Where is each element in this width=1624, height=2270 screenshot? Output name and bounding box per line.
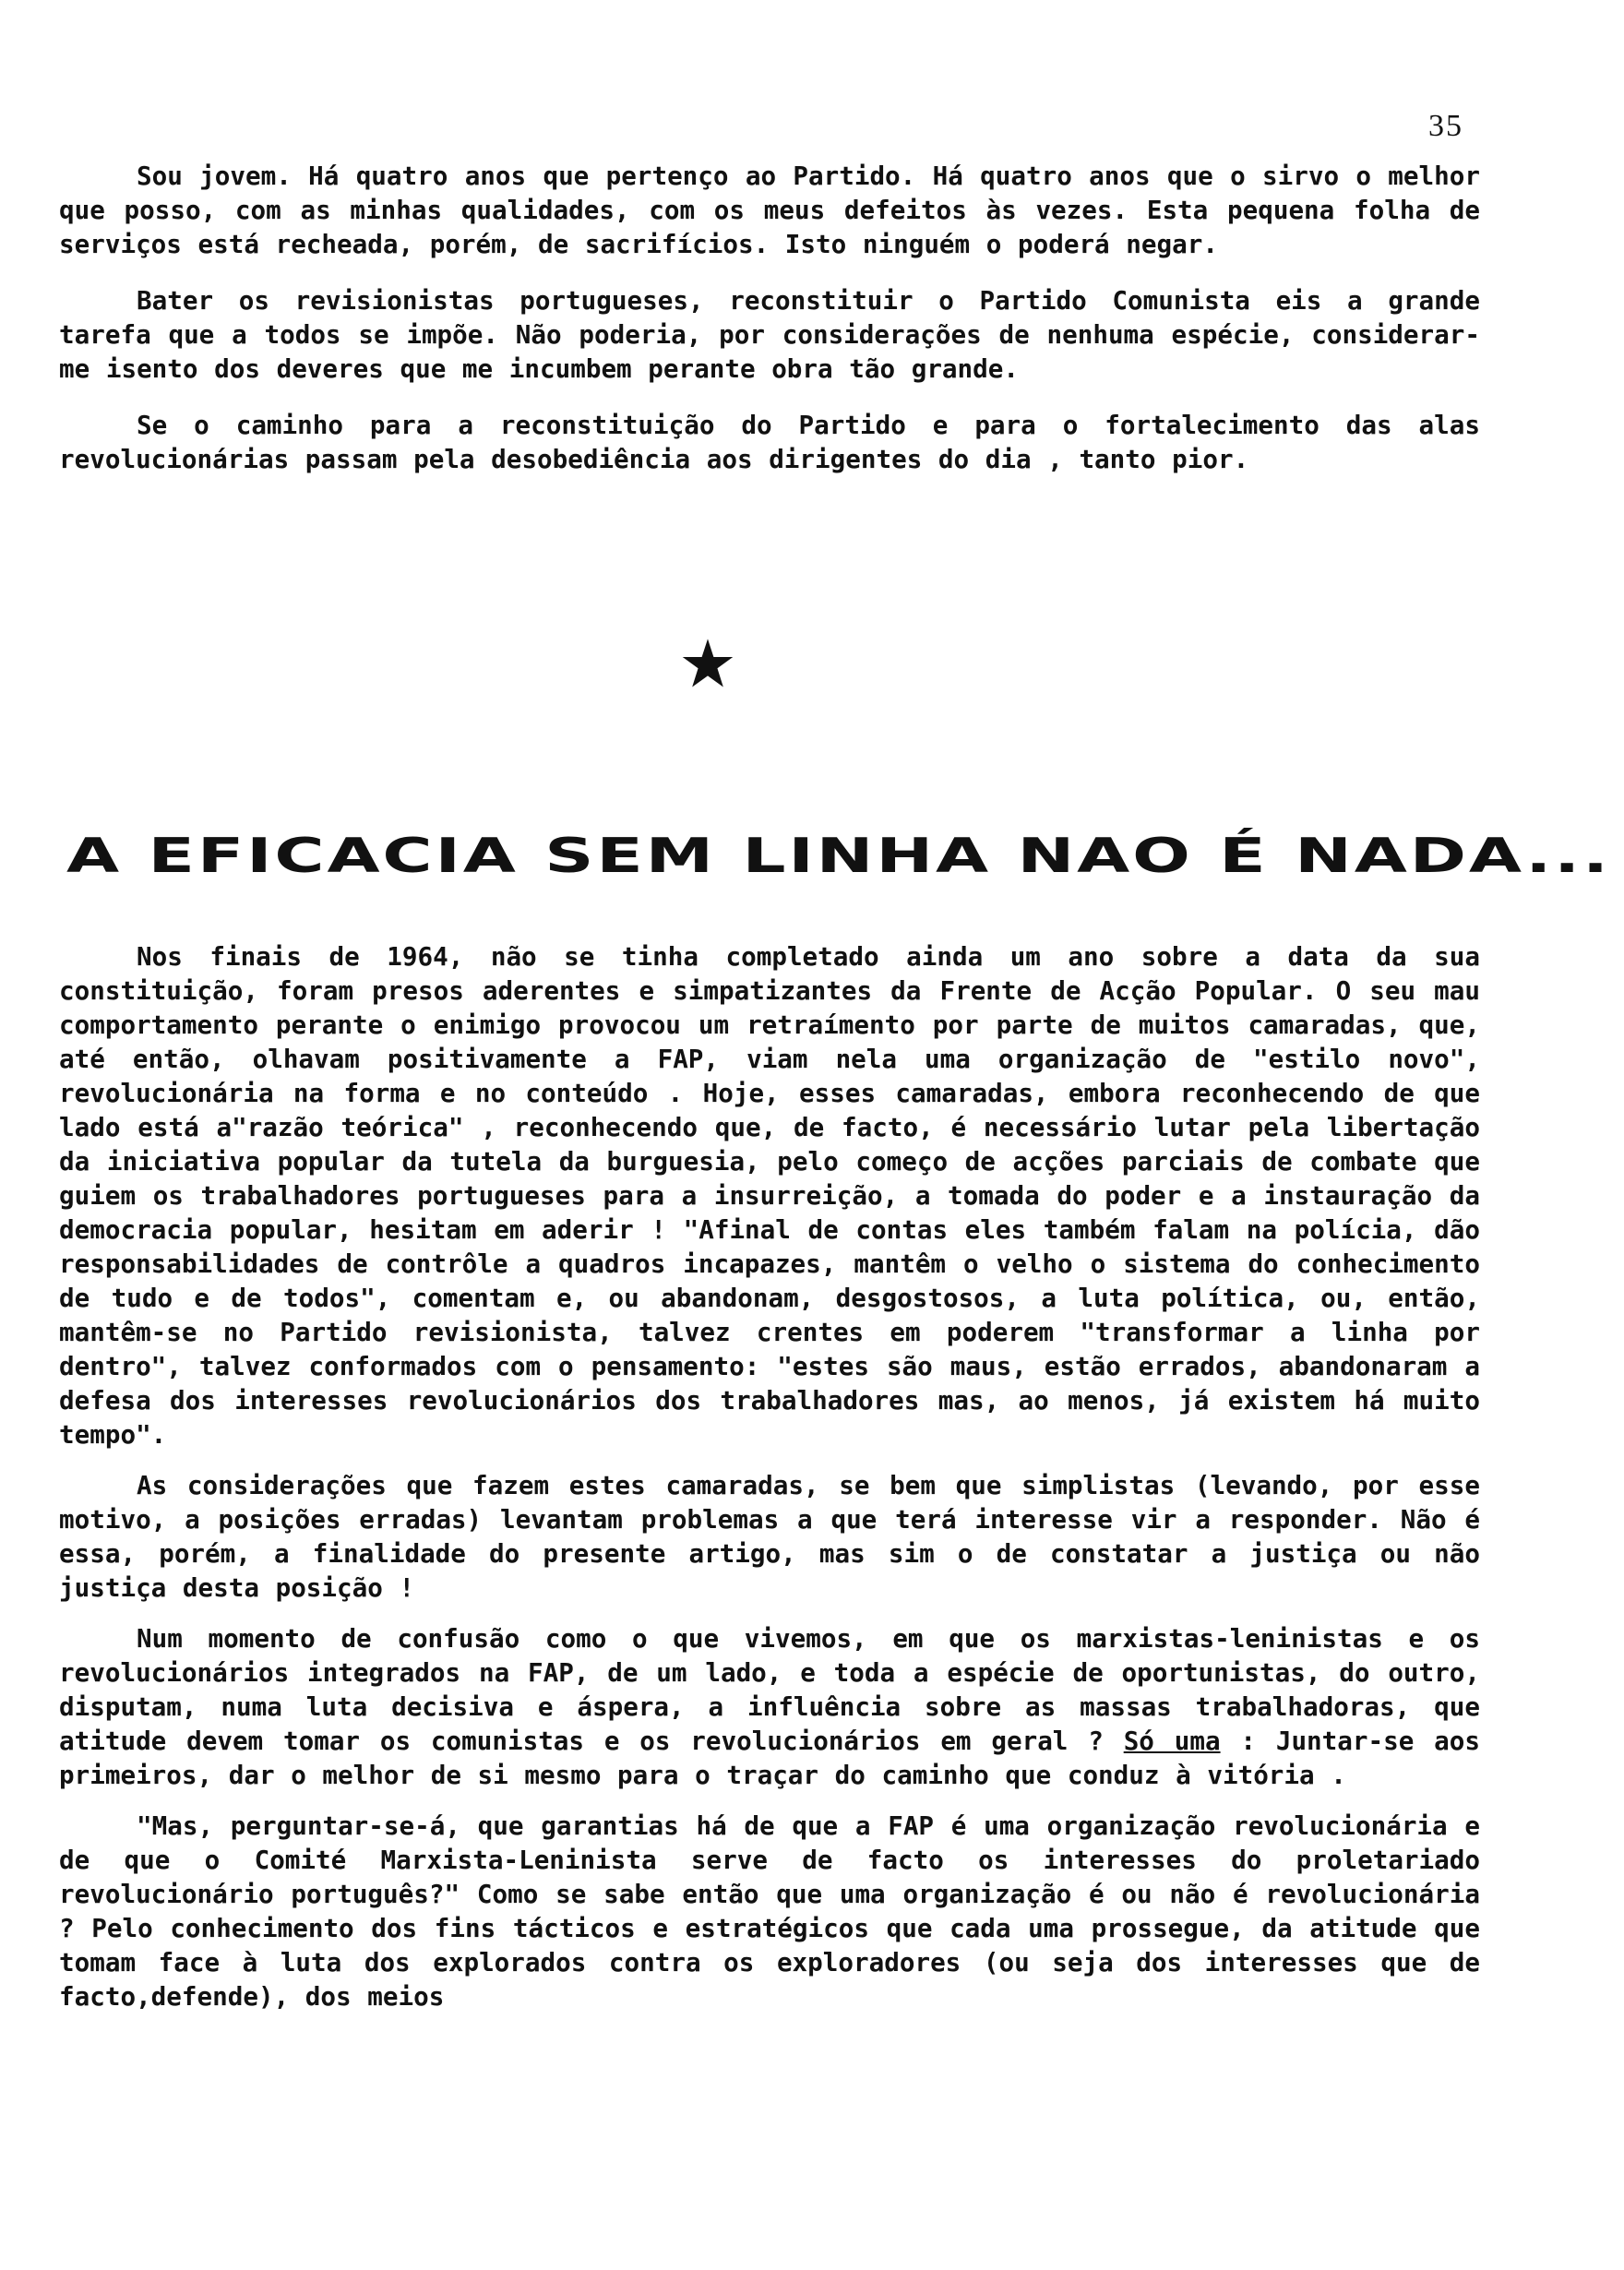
article-paragraph-2: As considerações que fazem estes camaradas, se bem que simplistas (levando, por esse motivo, a posições erradas) levantam problemas a que terá interesse vir a responder. Não é essa, porém, a finalidade do presente artigo, mas sim o de constatar a justiça ou não justiça desta posição ! (59, 1470, 1480, 1603)
article-paragraph-3-start: Num momento de confusão como o que vivemos, em que os marxistas-leninistas e os revolucionários integrados na FAP, de um lado, e toda a espécie de oportunistas, do outro, disputam, numa luta decisiva e áspera, a influência sobre as massas trabalhadoras, que atitude devem tomar os comunistas e os revolucionários em geral ? (59, 1623, 1480, 1756)
article-paragraph-3-end: : Juntar-se aos primeiros, dar o melhor de si mesmo para o traçar do caminho que conduz à vitória . (59, 1726, 1481, 1790)
intro-section (59, 159, 1480, 498)
article-title: A EFICACIA SEM LINHA NAO É NADA... (66, 829, 1611, 884)
intro-paragraph-3: Se o caminho para a reconstituição do Partido e para o fortalecimento das alas revolucionárias passam pela desobediência aos dirigentes do dia , tanto pior. (59, 410, 1480, 474)
emphasis-underlined: Só uma (1123, 1726, 1221, 1756)
article-paragraph-4: "Mas, perguntar-se-á, que garantias há de que a FAP é uma organização revolucionária e de que o Comité Marxista-Leninista serve de facto os interesses do proletariado revolucionário português?" Como se sabe então que uma organização é ou não é revolucionária ? Pelo conhecimento dos fins tácticos e estratégicos que cada uma prossegue, da atitude que tomam face à luta dos explorados contra os exploradores (ou seja dos interesses que de facto,defende), dos meios (59, 1810, 1480, 2012)
star-icon (681, 637, 734, 690)
article-body (59, 939, 1480, 2030)
intro-paragraph-1: Sou jovem. Há quatro anos que pertenço ao Partido. Há quatro anos que o sirvo o melhor que posso, com as minhas qualidades, com os meus defeitos às vezes. Esta pequena folha de serviços está recheada, porém, de sacrifícios. Isto ninguém o poderá negar. (59, 161, 1480, 259)
article-paragraph-3 (59, 1621, 1480, 1792)
article-paragraph-1: Nos finais de 1964, não se tinha completado ainda um ano sobre a data da sua constituição, foram presos aderentes e simpatizantes da Frente de Acção Popular. O seu mau comportamento perante o enimigo provocou um retraímento por parte de muitos camaradas, que, até então, olhavam positivamente a FAP, viam nela uma organização de "estilo novo", revolucionária na forma e no conteúdo . Hoje, esses camaradas, embora reconhecendo de que lado está a"razão teórica" , reconhecendo que, de facto, é necessário lutar pela libertação da iniciativa popular da tutela da burguesia, pelo começo de acções parciais de combate que guiem os trabalhadores portugueses para a insurreição, a tomada do poder e a instauração da democracia popular, hesitam em aderir ! "Afinal de contas eles também falam na polícia, dão responsabilidades de contrôle a quadros incapazes, mantêm o velho o sistema do conhecimento de tudo e de todos", comentam e, ou abandonam, desgostosos, a luta política, ou, então, mantêm-se no Partido revisionista, talvez crentes em poderem "transformar a linha por dentro", talvez conformados com o pensamento: "estes são maus, estão errados, abandonaram a defesa dos interesses revolucionários dos trabalhadores mas, ao menos, já existem há muito tempo". (59, 941, 1480, 1450)
intro-paragraph-2: Bater os revisionistas portugueses, reconstituir o Partido Comunista eis a grande tarefa que a todos se impõe. Não poderia, por considerações de nenhuma espécie, considerar-me isento dos deveres que me incumbem perante obra tão grande. (59, 285, 1480, 384)
page-number: 35 (1428, 109, 1463, 143)
